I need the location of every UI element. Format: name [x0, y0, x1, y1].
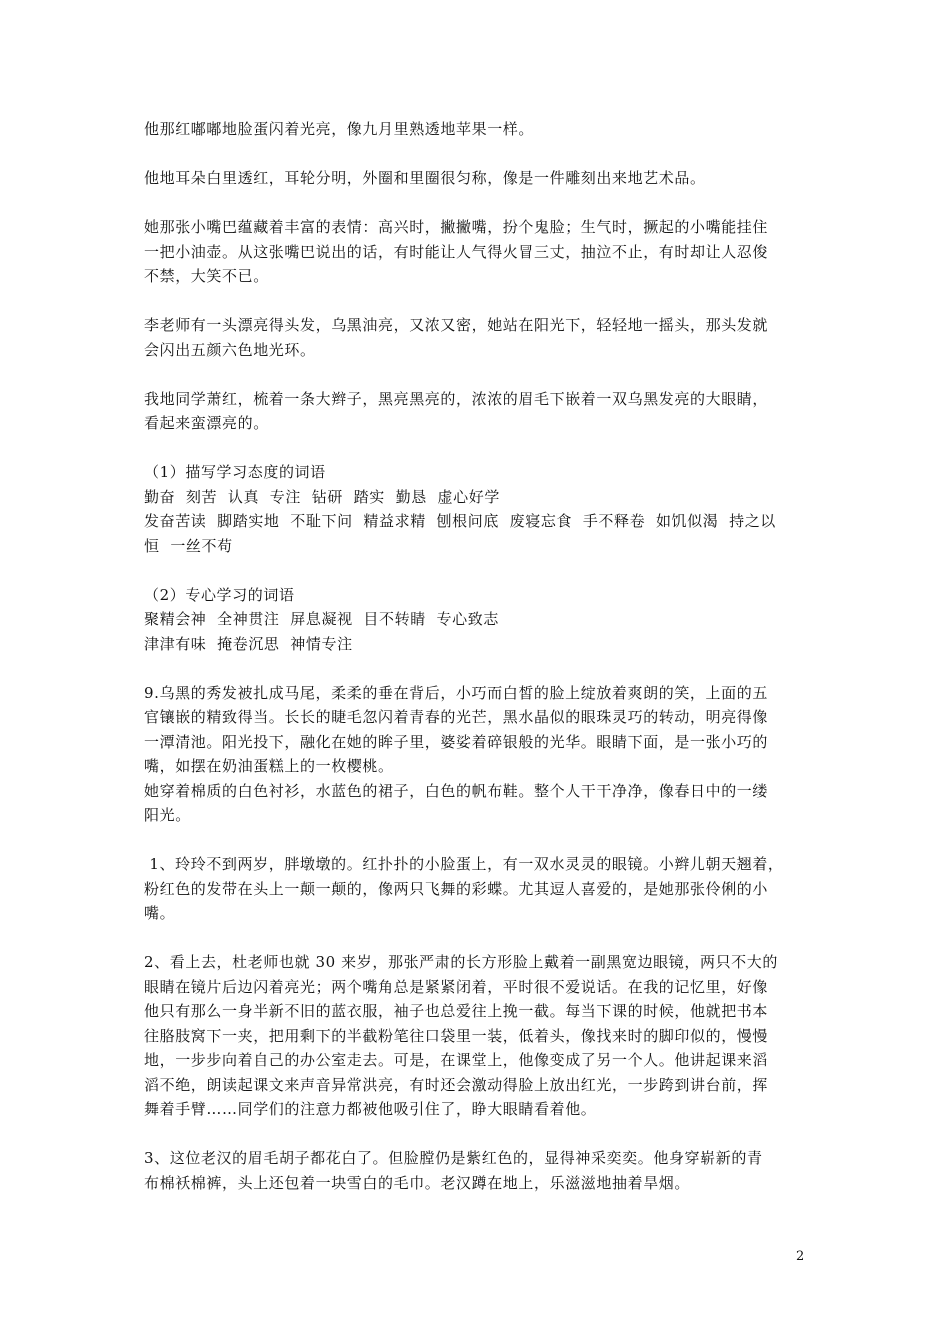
text-line: 他只有那么一身半新不旧的蓝衣服，袖子也总爱往上挽一截。每当下课的时候，他就把书本: [144, 1002, 769, 1020]
text-line: 他那红嘟嘟地脸蛋闪着光亮，像九月里熟透地苹果一样。: [144, 120, 535, 138]
document-body: [144, 117, 810, 1220]
paragraph: [144, 460, 810, 558]
paragraph: [144, 852, 810, 926]
text-line: 聚精会神 全神贯注 屏息凝视 目不转睛 专心致志: [144, 610, 499, 628]
text-line: 9.乌黑的秀发被扎成马尾，柔柔的垂在背后，小巧而白皙的脸上绽放着爽朗的笑，上面的五: [144, 683, 768, 702]
text-line: 嘴。: [144, 904, 176, 922]
text-line: 恒 一丝不苟: [144, 536, 233, 555]
text-line: 她穿着棉质的白色衬衫，水蓝色的裙子，白色的帆布鞋。整个人干干净净，像春日中的一缕: [144, 781, 769, 800]
text-line: 往胳肢窝下一夹，把用剩下的半截粉笔往口袋里一装，低着头，像找来时的脚印似的，慢慢: [144, 1026, 769, 1045]
text-line: 他地耳朵白里透红，耳轮分明，外圈和里圈很匀称，像是一件雕刻出来地艺术品。: [144, 169, 706, 187]
text-line: 一潭清池。阳光投下，融化在她的眸子里，婆娑着碎银般的光华。眼睛下面，是一张小巧的: [144, 732, 769, 751]
paragraph: [144, 681, 810, 828]
text-line: 不禁，大笑不已。: [144, 267, 269, 285]
text-line: 会闪出五颜六色地光环。: [144, 340, 316, 359]
text-line: 滔不绝，朗读起课文来声音异常洪亮，有时还会激动得脸上放出红光，一步跨到讲台前，挥: [144, 1075, 769, 1094]
text-line: 勤奋 刻苦 认真 专注 钻研 踏实 勤恳 虚心好学: [144, 487, 500, 506]
paragraph: [144, 117, 810, 142]
text-line: 阳光。: [144, 806, 191, 824]
paragraph: [144, 387, 810, 436]
text-line: 一把小油壶。从这张嘴巴说出的话，有时能让人气得火冒三丈，抽泣不止，有时却让人忍俊: [144, 242, 769, 261]
paragraph: [144, 215, 810, 289]
text-line: 地，一步步向着自己的办公室走去。可是，在课堂上，他像变成了另一个人。他讲起课来滔: [144, 1051, 769, 1069]
text-line: 我地同学萧红，梳着一条大辫子，黑亮黑亮的，浓浓的眉毛下嵌着一双乌黑发亮的大眼睛，: [144, 389, 769, 408]
text-line: 1、玲玲不到两岁，胖墩墩的。红扑扑的小脸蛋上，有一双水灵灵的眼镜。小辫儿朝天翘着，: [144, 855, 784, 873]
text-line: 眼睛在镜片后边闪着亮光；两个嘴角总是紧紧闭着，平时很不爱说话。在我的记忆里，好像: [144, 977, 769, 996]
text-line: （1）描写学习态度的词语: [144, 463, 326, 481]
text-line: 布棉袄棉裤，头上还包着一块雪白的毛巾。老汉蹲在地上，乐滋滋地抽着旱烟。: [144, 1173, 691, 1192]
paragraph: [144, 1146, 810, 1195]
text-line: 她那张小嘴巴蕴藏着丰富的表情：高兴时，撇撇嘴，扮个鬼脸；生气时，撅起的小嘴能挂住: [144, 218, 769, 236]
text-line: 发奋苦读 脚踏实地 不耻下问 精益求精 刨根问底 废寝忘食 手不释卷 如饥似渴 持之以: [144, 512, 776, 530]
text-line: 3、这位老汉的眉毛胡子都花白了。但脸膛仍是紫红色的，显得神采奕奕。他身穿崭新的青: [144, 1149, 763, 1167]
text-line: 粉红色的发带在头上一颠一颠的，像两只飞舞的彩蝶。尤其逗人喜爱的，是她那张伶俐的小: [144, 879, 769, 898]
page-number: 2: [796, 1249, 805, 1264]
paragraph: [144, 166, 810, 191]
paragraph: [144, 583, 810, 657]
text-line: 李老师有一头漂亮得头发，乌黑油亮，又浓又密，她站在阳光下，轻轻地一摇头，那头发就: [144, 316, 769, 334]
paragraph: [144, 950, 810, 1122]
text-line: 2、看上去，杜老师也就 30 来岁，那张严肃的长方形脸上戴着一副黑宽边眼镜，两只不大的: [144, 953, 778, 971]
text-line: 嘴，如摆在奶油蛋糕上的一枚樱桃。: [144, 757, 394, 775]
paragraph: [144, 313, 810, 362]
text-line: 官镶嵌的精致得当。长长的睫毛忽闪着青春的光芒，黑水晶似的眼珠灵巧的转动，明亮得像: [144, 708, 769, 726]
text-line: （2）专心学习的词语: [144, 585, 295, 604]
text-line: 津津有味 掩卷沉思 神情专注: [144, 634, 353, 653]
text-line: 舞着手臂……同学们的注意力都被他吸引住了，睁大眼睛看着他。: [144, 1100, 597, 1118]
text-line: 看起来蛮漂亮的。: [144, 414, 269, 432]
